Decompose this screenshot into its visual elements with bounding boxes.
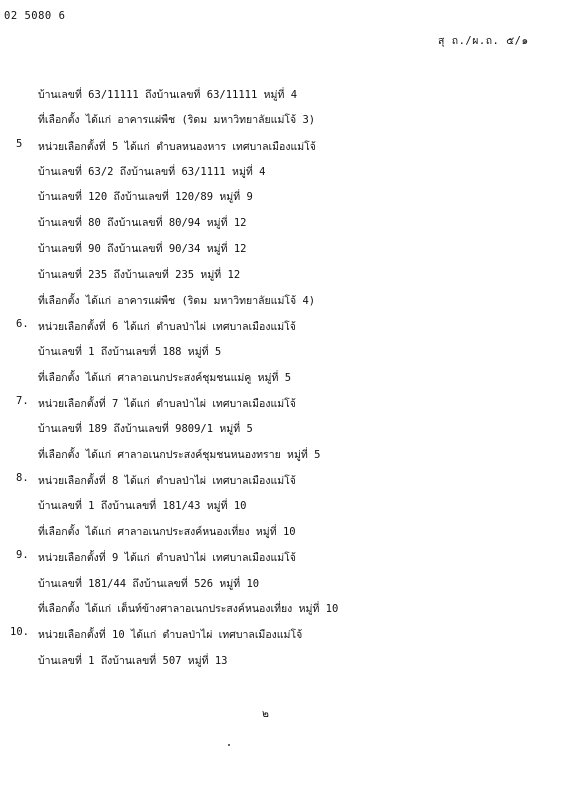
polling-place-line: ที่เลือกตั้ง ได้แก่ ศาลาอเนกประสงค์ชุมชนแม่คู หมู่ที่ 5 — [38, 372, 292, 384]
scan-speck — [228, 744, 230, 746]
polling-unit-heading: หน่วยเลือกตั้งที่ 6 ได้แก่ ตำบลป่าไผ่ เทศบาลเมืองแม่โจ้ — [38, 321, 296, 333]
polling-unit-heading: หน่วยเลือกตั้งที่ 10 ได้แก่ ตำบลป่าไผ่ เทศบาลเมืองแม่โจ้ — [38, 629, 303, 641]
polling-unit-heading: หน่วยเลือกตั้งที่ 8 ได้แก่ ตำบลป่าไผ่ เทศบาลเมืองแม่โจ้ — [38, 475, 296, 487]
address-range-line: บ้านเลขที่ 1 ถึงบ้านเลขที่ 507 หมู่ที่ 13 — [38, 655, 228, 667]
unit-number: 5 — [16, 138, 23, 150]
polling-place-line: ที่เลือกตั้ง ได้แก่ อาคารแผ่พืช (ริดม มหาวิทยาลัยแม่โจ้ 3) — [38, 114, 316, 126]
address-range-line: บ้านเลขที่ 63/2 ถึงบ้านเลขที่ 63/1111 หมู่ที่ 4 — [38, 166, 266, 178]
address-range-line: บ้านเลขที่ 63/11111 ถึงบ้านเลขที่ 63/11111 หมู่ที่ 4 — [38, 89, 298, 101]
page-number: ๒ — [262, 708, 269, 720]
polling-unit-heading: หน่วยเลือกตั้งที่ 7 ได้แก่ ตำบลป่าไผ่ เทศบาลเมืองแม่โจ้ — [38, 398, 296, 410]
document-reference: สุ ถ./ผ.ถ. ๕/๑ — [438, 35, 529, 47]
polling-place-line: ที่เลือกตั้ง ได้แก่ ศาลาอเนกประสงค์หนองเที่ยง หมู่ที่ 10 — [38, 526, 296, 538]
unit-number: 8. — [16, 472, 29, 484]
polling-place-line: ที่เลือกตั้ง ได้แก่ อาคารแผ่พืช (ริดม มหาวิทยาลัยแม่โจ้ 4) — [38, 295, 316, 307]
unit-number: 6. — [16, 318, 29, 330]
polling-unit-heading: หน่วยเลือกตั้งที่ 5 ได้แก่ ตำบลหนองหาร เทศบาลเมืองแม่โจ้ — [38, 141, 316, 153]
address-range-line: บ้านเลขที่ 1 ถึงบ้านเลขที่ 181/43 หมู่ที่ 10 — [38, 500, 247, 512]
address-range-line: บ้านเลขที่ 181/44 ถึงบ้านเลขที่ 526 หมู่ที่ 10 — [38, 578, 260, 590]
document-code: 02 5080 6 — [4, 10, 66, 22]
polling-unit-heading: หน่วยเลือกตั้งที่ 9 ได้แก่ ตำบลป่าไผ่ เทศบาลเมืองแม่โจ้ — [38, 552, 296, 564]
polling-place-line: ที่เลือกตั้ง ได้แก่ ศาลาอเนกประสงค์ชุมชนหนองทราย หมู่ที่ 5 — [38, 449, 321, 461]
address-range-line: บ้านเลขที่ 189 ถึงบ้านเลขที่ 9809/1 หมู่ที่ 5 — [38, 423, 253, 435]
address-range-line: บ้านเลขที่ 120 ถึงบ้านเลขที่ 120/89 หมู่ที่ 9 — [38, 191, 253, 203]
address-range-line: บ้านเลขที่ 80 ถึงบ้านเลขที่ 80/94 หมู่ที่ 12 — [38, 217, 247, 229]
unit-number: 7. — [16, 395, 29, 407]
unit-number: 9. — [16, 549, 29, 561]
address-range-line: บ้านเลขที่ 1 ถึงบ้านเลขที่ 188 หมู่ที่ 5 — [38, 346, 222, 358]
address-range-line: บ้านเลขที่ 235 ถึงบ้านเลขที่ 235 หมู่ที่ 12 — [38, 269, 241, 281]
polling-place-line: ที่เลือกตั้ง ได้แก่ เต็นท์ข้างศาลาอเนกประสงค์หนองเที่ยง หมู่ที่ 10 — [38, 603, 339, 615]
address-range-line: บ้านเลขที่ 90 ถึงบ้านเลขที่ 90/34 หมู่ที่ 12 — [38, 243, 247, 255]
unit-number: 10. — [10, 626, 29, 638]
